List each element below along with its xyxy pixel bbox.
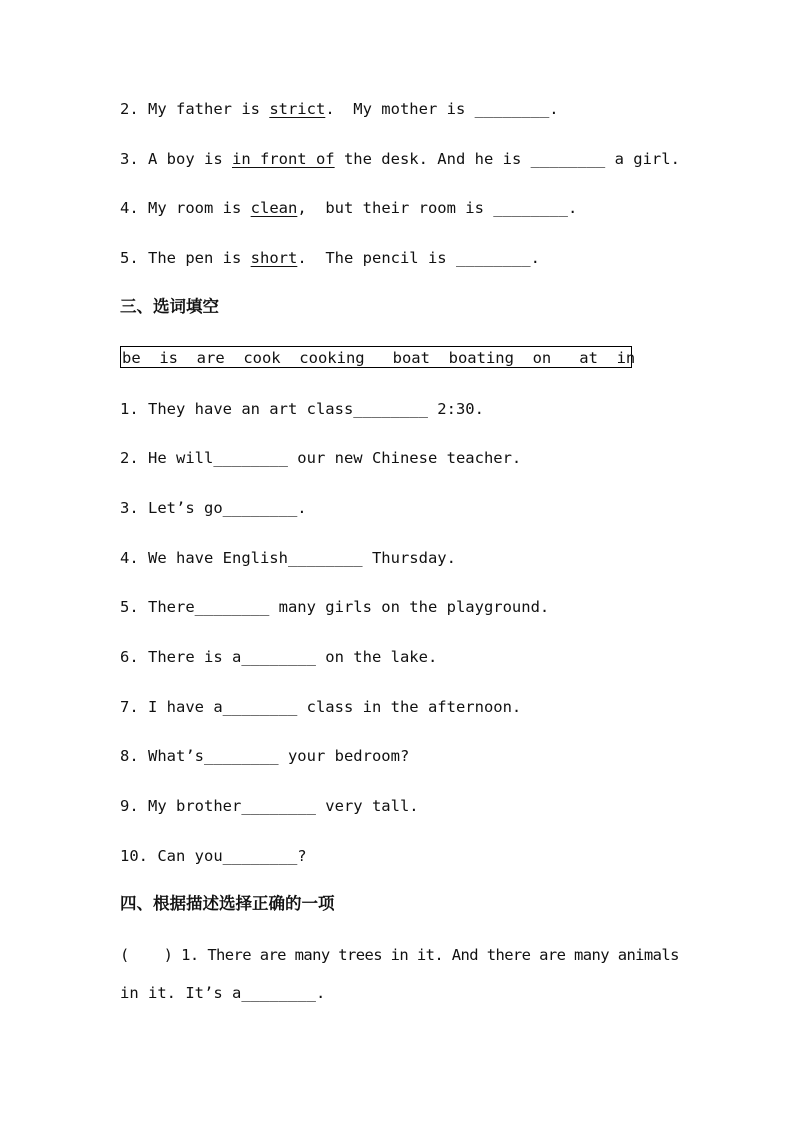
fill-item-5: 5. There________ many girls on the playground. <box>120 598 550 616</box>
fill-item-9: 9. My brother________ very tall. <box>120 797 419 815</box>
choice-question-1-line2: in it. It’s a________. <box>120 984 326 1002</box>
choice-question-1-line1: ( ) 1. There are many trees in it. And there are many animals <box>120 946 679 964</box>
question-text: 3. A boy is <box>120 150 232 168</box>
fill-item-8: 8. What’s________ your bedroom? <box>120 747 410 765</box>
question-text: the desk. And he is ________ a girl. <box>334 150 680 168</box>
question-2 <box>120 99 559 119</box>
underlined-word: strict <box>269 100 326 118</box>
underlined-word: short <box>250 249 298 267</box>
underlined-word: clean <box>250 199 298 217</box>
question-text: 2. My father is <box>120 100 270 118</box>
question-4 <box>120 198 577 218</box>
fill-item-6: 6. There is a________ on the lake. <box>120 648 438 666</box>
section-4-heading: 四、根据描述选择正确的一项 <box>120 894 335 913</box>
fill-item-2: 2. He will________ our new Chinese teacher. <box>120 449 522 467</box>
fill-item-10: 10. Can you________? <box>120 847 307 865</box>
question-text: . The pencil is ________. <box>297 249 540 267</box>
fill-item-3: 3. Let’s go________. <box>120 499 307 517</box>
fill-item-4: 4. We have English________ Thursday. <box>120 549 456 567</box>
underlined-word: in front of <box>231 150 335 168</box>
question-5 <box>120 248 540 268</box>
section-3-heading: 三、选词填空 <box>120 297 219 316</box>
question-text: 4. My room is <box>120 199 251 217</box>
word-bank-box: be is are cook cooking boat boating on at in <box>120 346 632 368</box>
question-text: 5. The pen is <box>120 249 251 267</box>
fill-item-1: 1. They have an art class________ 2:30. <box>120 400 484 418</box>
fill-item-7: 7. I have a________ class in the afternoon. <box>120 698 522 716</box>
question-3 <box>120 149 680 169</box>
question-text: , but their room is ________. <box>297 199 578 217</box>
question-text: . My mother is ________. <box>325 100 559 118</box>
